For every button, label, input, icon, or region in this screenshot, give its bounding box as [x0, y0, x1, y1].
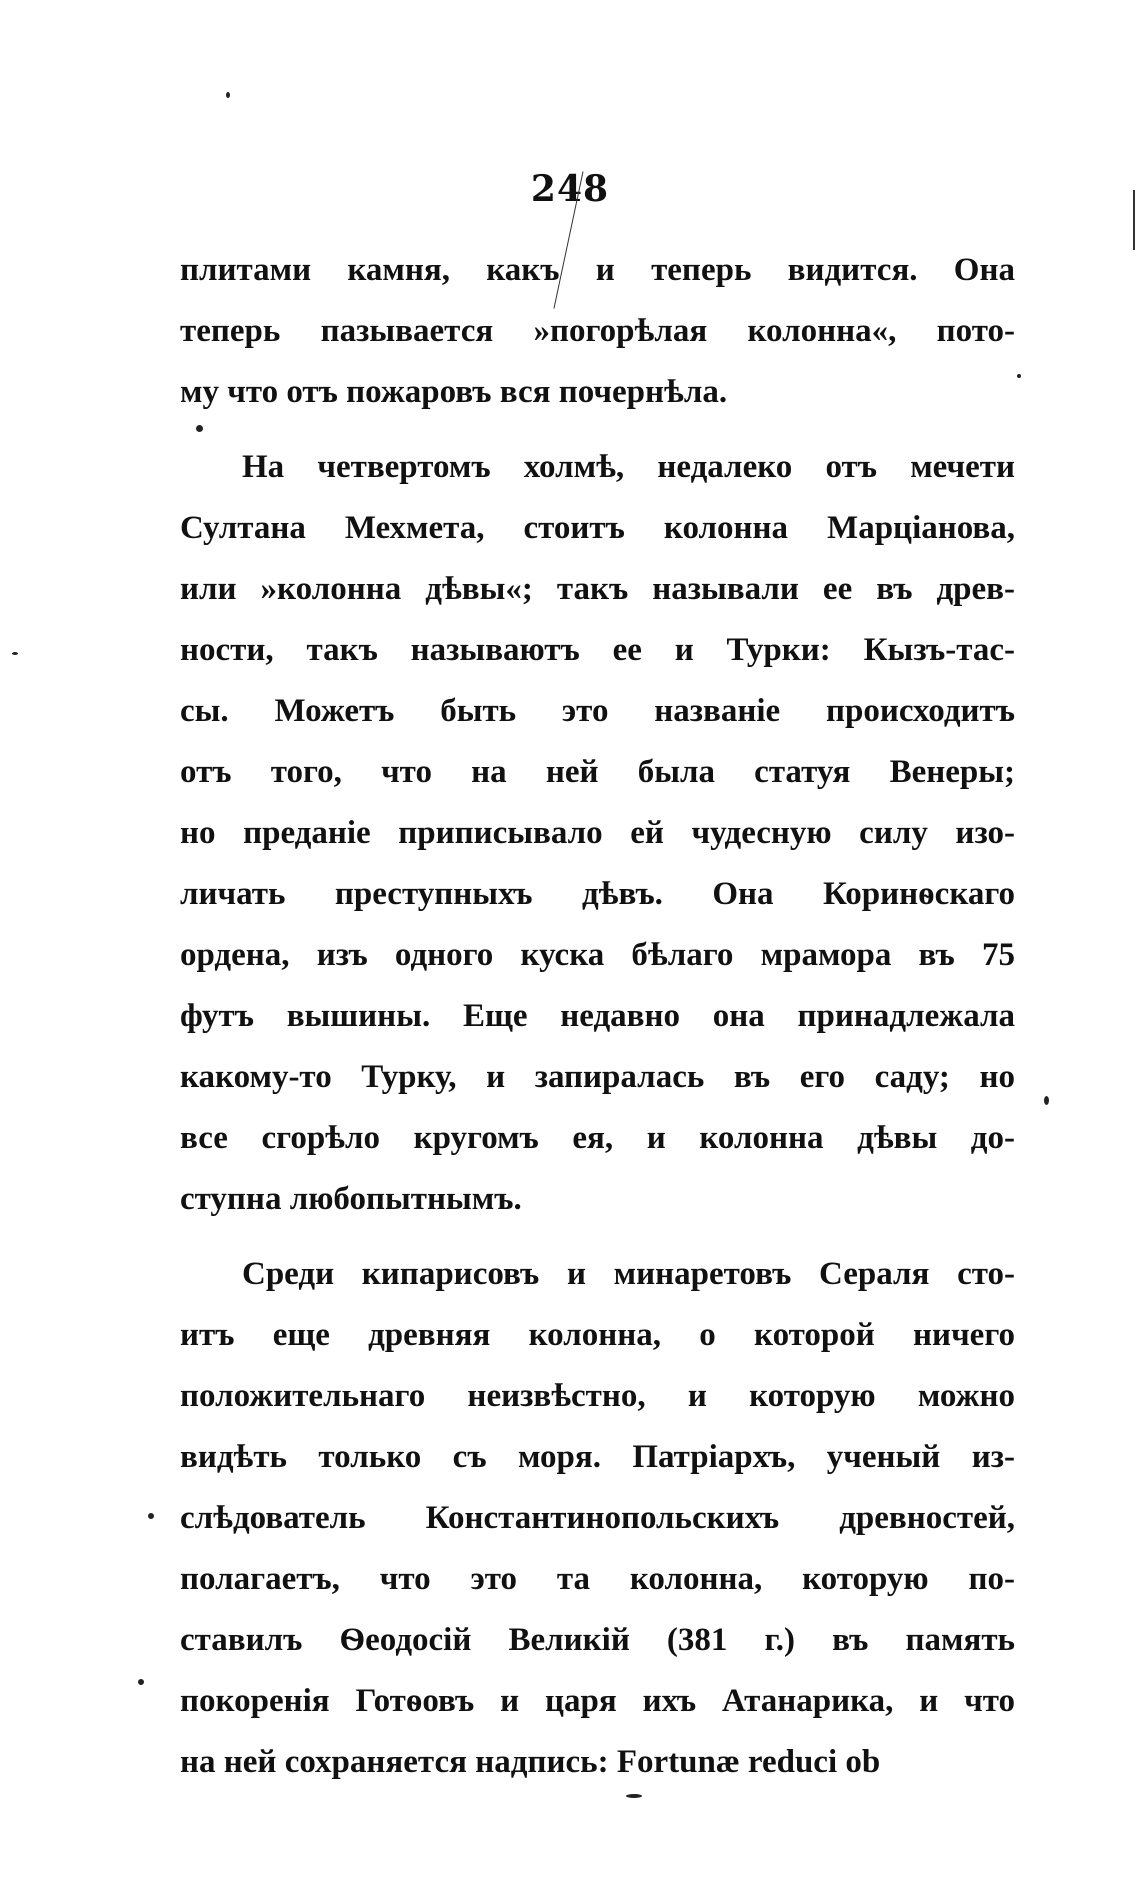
- text-line: сы. Можетъ быть это названіе происходитъ: [180, 693, 1015, 729]
- text-line: Султана Мехмета, стоитъ колонна Марціанова,: [180, 510, 1015, 546]
- page-number: 248: [530, 168, 610, 210]
- paragraph-3: [180, 1244, 1015, 1793]
- text-line: на ней сохраняется надпись: Fortunæ reduci ob: [180, 1744, 881, 1780]
- text-line: личать преступныхъ дѣвъ. Она Коринѳскаго: [180, 876, 1015, 912]
- text-line: итъ еще древняя колонна, о которой ничего: [180, 1317, 1015, 1353]
- scan-speck: [148, 1513, 154, 1519]
- text-line: или »колонна дѣвы«; такъ называли ее въ древ-: [180, 571, 1015, 607]
- text-line: видѣть только съ моря. Патріархъ, ученый из-: [180, 1439, 1015, 1475]
- text-line: футъ вышины. Еще недавно она принадлежала: [180, 998, 1015, 1034]
- scan-speck: [138, 1679, 144, 1685]
- text-line: му что отъ пожаровъ вся почернѣла.: [180, 374, 728, 410]
- text-line: ступна любопытнымъ.: [180, 1181, 522, 1217]
- scan-speck: [1044, 1096, 1049, 1105]
- scan-speck: [12, 652, 18, 655]
- text-line: покоренія Готѳовъ и царя ихъ Атанарика, и что: [180, 1683, 1015, 1719]
- text-line: положительнаго неизвѣстно, и которую можно: [180, 1378, 1015, 1414]
- scan-speck: [1017, 374, 1021, 378]
- text-line: полагаетъ, что это та колонна, которую по-: [180, 1561, 1015, 1597]
- paragraph-1: [180, 240, 1015, 423]
- text-line: какому-то Турку, и запиралась въ его саду; но: [180, 1059, 1015, 1095]
- text-line: ставилъ Ѳеодосій Великій (381 г.) въ память: [180, 1622, 1015, 1658]
- text-line: ности, такъ называютъ ее и Турки: Кызъ-тас-: [180, 632, 1015, 668]
- text-line: На четвертомъ холмѣ, недалеко отъ мечети: [242, 449, 1015, 485]
- paragraph-2: [180, 437, 1015, 1230]
- text-line: ордена, изъ одного куска бѣлаго мрамора въ 75: [180, 937, 1015, 973]
- text-line: Среди кипарисовъ и минаретовъ Сераля сто-: [242, 1256, 1015, 1292]
- text-line: но преданіе приписывало ей чудесную силу изо-: [180, 815, 1015, 851]
- scan-speck: [626, 1794, 642, 1798]
- scan-speck: [196, 425, 203, 432]
- text-line: теперь пазывается »погорѣлая колонна«, пото-: [180, 313, 1015, 349]
- text-line: плитами камня, какъ и теперь видится. Она: [180, 252, 1015, 288]
- scan-mark: [1133, 190, 1135, 250]
- text-line: все сгорѣло кругомъ ея, и колонна дѣвы до-: [180, 1120, 1015, 1156]
- scan-speck: [226, 92, 230, 98]
- text-line: слѣдователь Константинопольскихъ древностей,: [180, 1500, 1015, 1536]
- text-line: отъ того, что на ней была статуя Венеры;: [180, 754, 1015, 790]
- body-text: [180, 240, 1015, 1793]
